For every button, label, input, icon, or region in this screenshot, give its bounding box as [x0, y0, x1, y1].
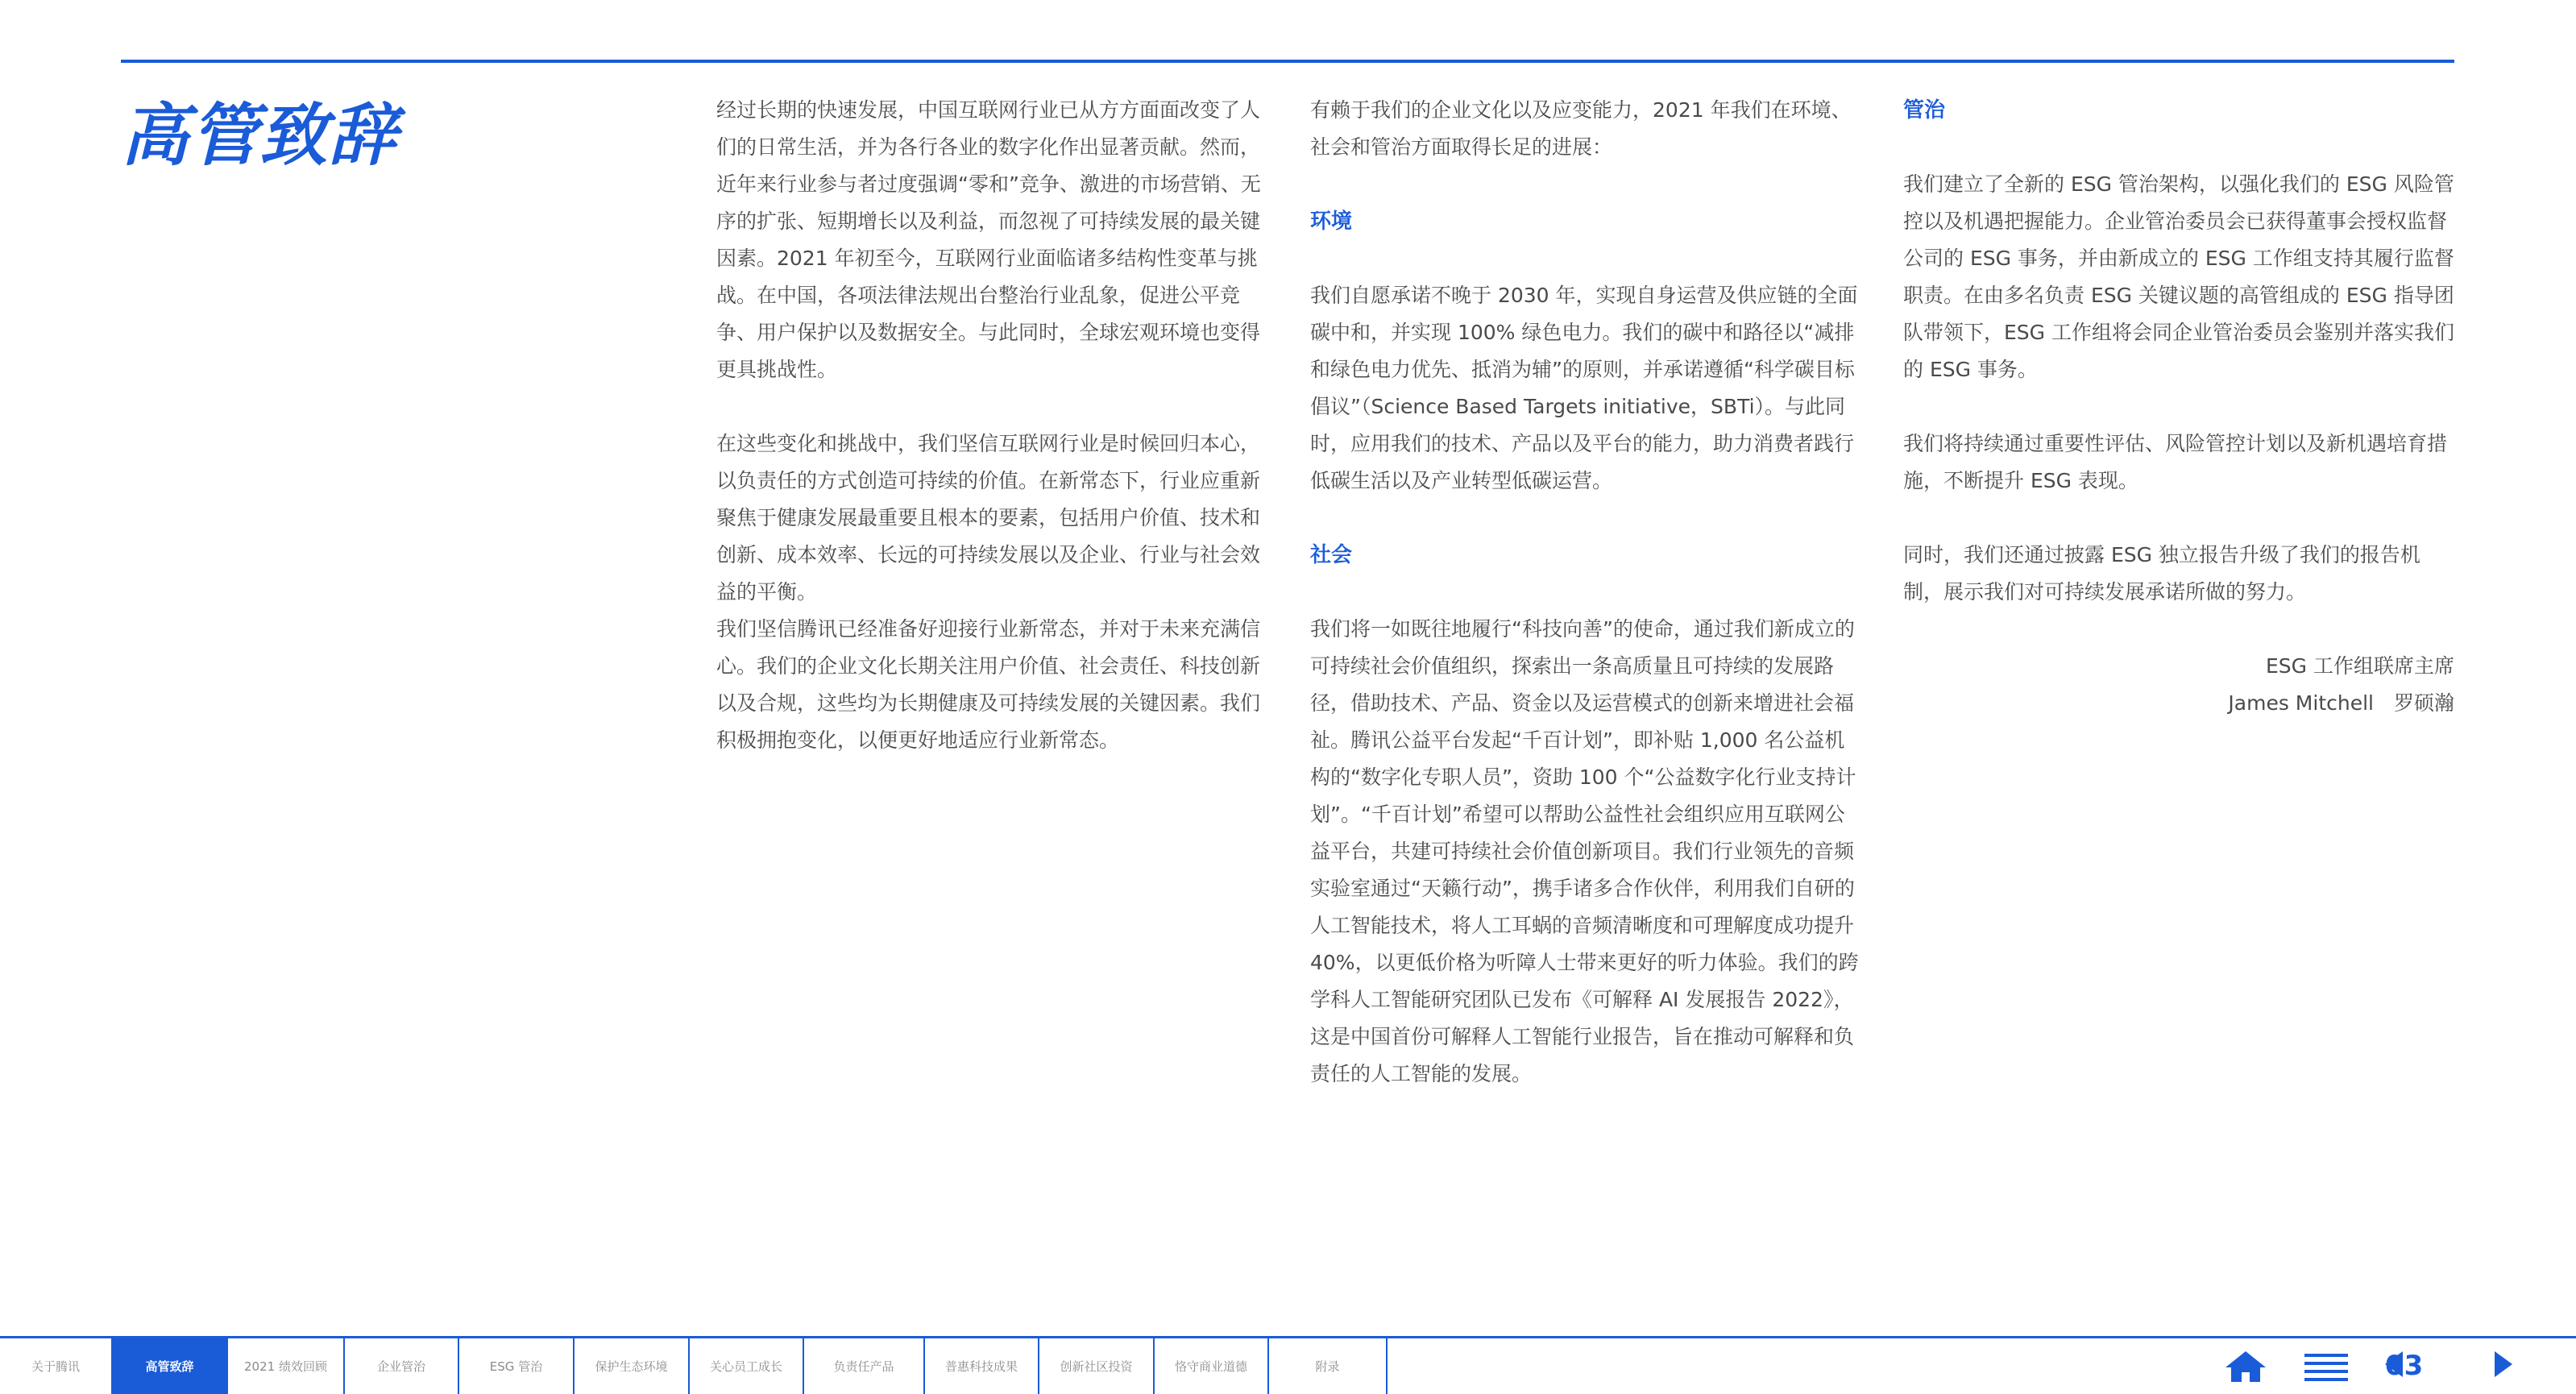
- intro-paragraph-2: 在这些变化和挑战中，我们坚信互联网行业是时候回归本心，以负责任的方式创造可持续的价值。在新常态下，行业应重新聚焦于健康发展最重要且根本的要素，包括用户价值、技术和创新、成本效率、长远的可持续发展以及企业、行业与社会效益的平衡。: [716, 432, 1261, 604]
- nav-tab-responsible-products[interactable]: 负责任产品: [804, 1338, 925, 1394]
- nav-tab-esg-governance[interactable]: ESG 管治: [459, 1338, 575, 1394]
- menu-icon[interactable]: [2304, 1354, 2348, 1381]
- social-text: 我们将一如既往地履行“科技向善”的使命，通过我们新成立的可持续社会价值组织，探索出一条高质量且可持续的发展路径，借助技术、产品、资金以及运营模式的创新来增进社会福祉。腾讯公益平台发起“千百计划”，即补贴 1,000 名公益机构的“数字化专职人员”，资助 100 个“公益数字化行业支持计划”。“千百计划”希望可以帮助公益性社会组织应用互联网公益平台，共建可持续社会价值创新项目。我们行业领先的音频实验室通过“天籁行动”，携手诸多合作伙伴，利用我们自研的人工智能技术，将人工耳蜗的音频清晰度和可理解度成功提升 40%，以更低价格为听障人士带来更好的听力体验。我们的跨学科人工智能研究团队已发布《可解释 AI 发展报告 2022》，这是中国首份可解释人工智能行业报告，旨在推动可解释和负责任的人工智能的发展。: [1310, 617, 1859, 1085]
- governance-heading: 管治: [1903, 98, 1946, 122]
- nav-tab-community[interactable]: 创新社区投资: [1039, 1338, 1155, 1394]
- signature-names: James Mitchell 罗硕瀚: [2228, 691, 2454, 715]
- nav-tab-environment[interactable]: 保护生态环境: [575, 1338, 690, 1394]
- footer-nav: [0, 1336, 2576, 1394]
- governance-paragraph-2: 我们将持续通过重要性评估、风险管控计划以及新机遇培育措施，不断提升 ESG 表现。: [1903, 432, 2448, 492]
- nav-tab-tech-benefits[interactable]: 普惠科技成果: [925, 1338, 1039, 1394]
- governance-paragraph-1: 我们建立了全新的 ESG 管治架构，以强化我们的 ESG 风险管控以及机遇把握能力。企业管治委员会已获得董事会授权监督公司的 ESG 事务，并由新成立的 ESG 工作组支持其履行监督职责。在由多名负责 ESG 关键议题的高管组成的 ESG 指导团队带领下，ESG 工作组将会同企业管治委员会鉴别并落实我们的 ESG 事务。: [1903, 172, 2454, 381]
- nav-tab-about[interactable]: 关于腾讯: [0, 1338, 113, 1394]
- nav-tab-executive-message[interactable]: 高管致辞: [113, 1338, 228, 1394]
- page-number: 03: [2385, 1350, 2424, 1382]
- column-1: [716, 92, 1267, 759]
- top-divider: [121, 60, 2454, 63]
- nav-tab-appendix[interactable]: 附录: [1269, 1338, 1388, 1394]
- nav-tab-performance-review[interactable]: 2021 绩效回顾: [228, 1338, 345, 1394]
- pull-quote: 我们坚信腾讯已经准备好迎接行业新常态，并对于未来充满信心。我们的企业文化长期关注用户价值、社会责任、科技创新以及合规，这些均为长期健康及可持续发展的关键因素。我们积极拥抱变化，以便更好地适应行业新常态。: [716, 617, 1261, 752]
- nav-tab-corporate-governance[interactable]: 企业管治: [345, 1338, 459, 1394]
- nav-tab-employees[interactable]: 关心员工成长: [690, 1338, 804, 1394]
- social-heading: 社会: [1310, 543, 1353, 567]
- intro-paragraph-1: 经过长期的快速发展，中国互联网行业已从方方面面改变了人们的日常生活，并为各行各业的数字化作出显著贡献。然而，近年来行业参与者过度强调“零和”竞争、激进的市场营销、无序的扩张、短期增长以及利益，而忽视了可持续发展的最关键因素。2021 年初至今，互联网行业面临诸多结构性变革与挑战。在中国，各项法律法规出台整治行业乱象，促进公平竞争、用户保护以及数据安全。与此同时，全球宏观环境也变得更具挑战性。: [716, 98, 1261, 381]
- progress-intro: 有赖于我们的企业文化以及应变能力，2021 年我们在环境、社会和管治方面取得长足的进展：: [1310, 98, 1852, 159]
- environment-heading: 环境: [1310, 210, 1353, 234]
- column-2: [1310, 92, 1861, 1093]
- governance-paragraph-3: 同时，我们还通过披露 ESG 独立报告升级了我们的报告机制，展示我们对可持续发展承诺所做的努力。: [1903, 543, 2420, 604]
- page-title: 高管致辞: [121, 96, 399, 175]
- next-arrow-icon[interactable]: [2493, 1350, 2514, 1379]
- home-icon[interactable]: [2224, 1350, 2267, 1384]
- column-3: [1903, 92, 2454, 722]
- signature-title: ESG 工作组联席主席: [2266, 654, 2454, 678]
- environment-text: 我们自愿承诺不晚于 2030 年，实现自身运营及供应链的全面碳中和，并实现 100% 绿色电力。我们的碳中和路径以“减排和绿色电力优先、抵消为辅”的原则，并承诺遵循“科学碳目标倡议”（Science Based Targets initiative，SBTi）。与此同时，应用我们的技术、产品以及平台的能力，助力消费者践行低碳生活以及产业转型低碳运营。: [1310, 284, 1858, 492]
- nav-tab-business-ethics[interactable]: 恪守商业道德: [1155, 1338, 1269, 1394]
